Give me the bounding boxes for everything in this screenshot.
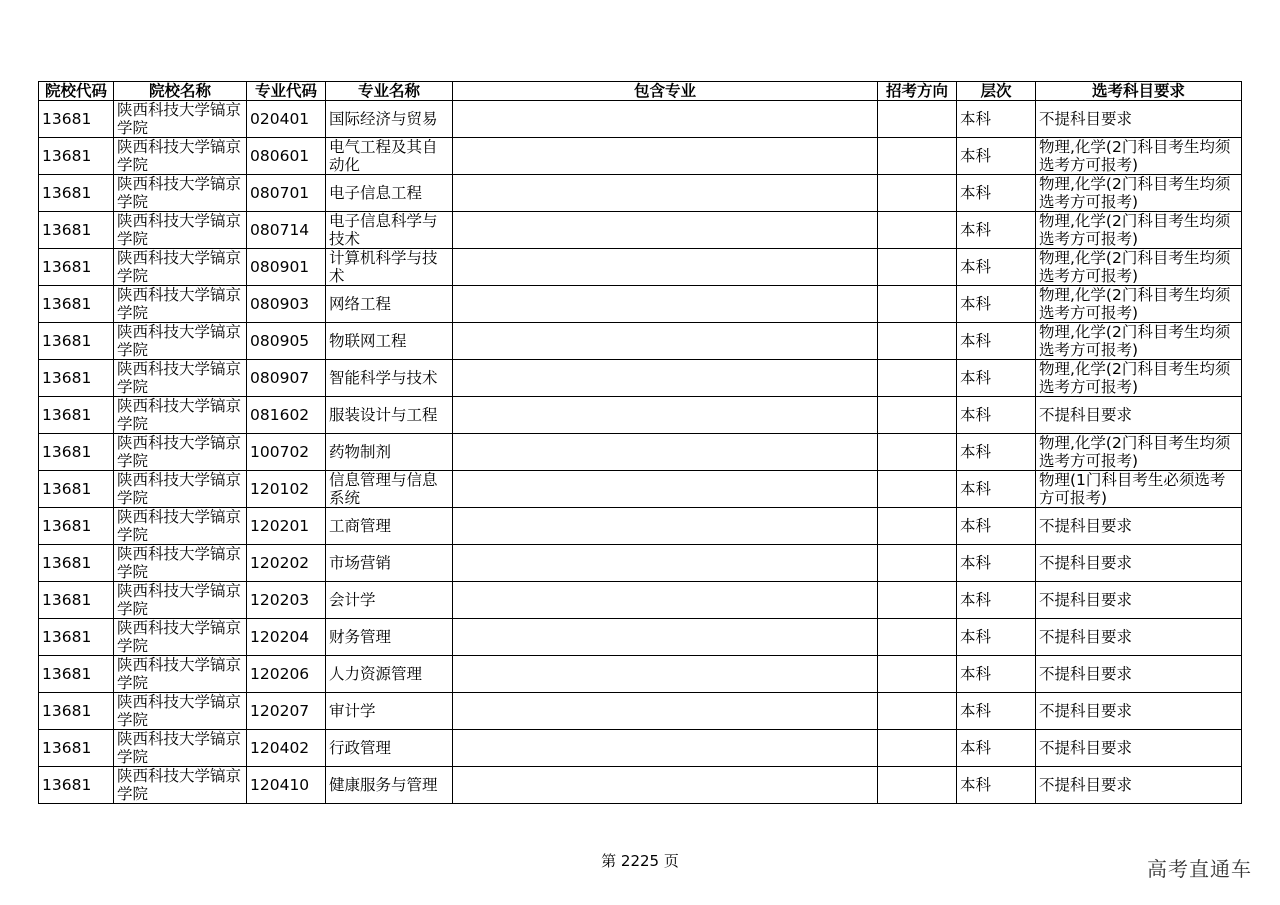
cell-major-code: 120410 <box>247 767 326 804</box>
cell-school-code: 13681 <box>39 249 114 286</box>
cell-direction <box>878 767 957 804</box>
cell-direction <box>878 138 957 175</box>
cell-direction <box>878 360 957 397</box>
table-row <box>39 693 1242 730</box>
cell-school-code: 13681 <box>39 323 114 360</box>
cell-direction <box>878 286 957 323</box>
cell-included-majors <box>453 397 878 434</box>
cell-major-name: 药物制剂 <box>326 434 453 471</box>
cell-direction <box>878 471 957 508</box>
cell-major-name: 市场营销 <box>326 545 453 582</box>
cell-requirement: 物理,化学(2门科目考生均须选考方可报考) <box>1036 249 1242 286</box>
cell-major-code: 080714 <box>247 212 326 249</box>
header-level: 层次 <box>957 82 1036 101</box>
cell-major-name: 计算机科学与技术 <box>326 249 453 286</box>
cell-school-code: 13681 <box>39 360 114 397</box>
cell-requirement: 不提科目要求 <box>1036 730 1242 767</box>
cell-requirement: 不提科目要求 <box>1036 508 1242 545</box>
cell-included-majors <box>453 656 878 693</box>
cell-included-majors <box>453 508 878 545</box>
cell-level: 本科 <box>957 249 1036 286</box>
cell-level: 本科 <box>957 730 1036 767</box>
cell-requirement: 不提科目要求 <box>1036 767 1242 804</box>
table-row <box>39 397 1242 434</box>
cell-school-name: 陕西科技大学镐京学院 <box>114 582 247 619</box>
cell-school-code: 13681 <box>39 138 114 175</box>
cell-included-majors <box>453 619 878 656</box>
cell-level: 本科 <box>957 434 1036 471</box>
cell-direction <box>878 434 957 471</box>
cell-school-name: 陕西科技大学镐京学院 <box>114 434 247 471</box>
table-row <box>39 471 1242 508</box>
cell-major-name: 智能科学与技术 <box>326 360 453 397</box>
table-row <box>39 545 1242 582</box>
cell-major-name: 物联网工程 <box>326 323 453 360</box>
cell-direction <box>878 212 957 249</box>
table-row <box>39 360 1242 397</box>
cell-major-code: 120203 <box>247 582 326 619</box>
cell-direction <box>878 693 957 730</box>
cell-included-majors <box>453 323 878 360</box>
cell-level: 本科 <box>957 656 1036 693</box>
cell-direction <box>878 730 957 767</box>
cell-school-name: 陕西科技大学镐京学院 <box>114 730 247 767</box>
cell-major-name: 工商管理 <box>326 508 453 545</box>
cell-included-majors <box>453 471 878 508</box>
header-major-code: 专业代码 <box>247 82 326 101</box>
cell-major-code: 080601 <box>247 138 326 175</box>
cell-major-name: 信息管理与信息系统 <box>326 471 453 508</box>
cell-requirement: 不提科目要求 <box>1036 619 1242 656</box>
cell-major-code: 120207 <box>247 693 326 730</box>
cell-major-name: 会计学 <box>326 582 453 619</box>
cell-school-code: 13681 <box>39 582 114 619</box>
table-row <box>39 730 1242 767</box>
cell-school-name: 陕西科技大学镐京学院 <box>114 101 247 138</box>
cell-requirement: 物理,化学(2门科目考生均须选考方可报考) <box>1036 434 1242 471</box>
cell-direction <box>878 101 957 138</box>
cell-direction <box>878 175 957 212</box>
cell-school-code: 13681 <box>39 767 114 804</box>
table-row <box>39 434 1242 471</box>
cell-major-name: 人力资源管理 <box>326 656 453 693</box>
cell-school-code: 13681 <box>39 397 114 434</box>
cell-direction <box>878 323 957 360</box>
cell-major-code: 120402 <box>247 730 326 767</box>
page-number: 第 2225 页 <box>601 852 679 870</box>
cell-major-name: 网络工程 <box>326 286 453 323</box>
cell-major-name: 国际经济与贸易 <box>326 101 453 138</box>
cell-requirement: 不提科目要求 <box>1036 693 1242 730</box>
cell-school-name: 陕西科技大学镐京学院 <box>114 249 247 286</box>
header-direction: 招考方向 <box>878 82 957 101</box>
cell-included-majors <box>453 175 878 212</box>
cell-included-majors <box>453 545 878 582</box>
header-requirement: 选考科目要求 <box>1036 82 1242 101</box>
cell-school-name: 陕西科技大学镐京学院 <box>114 656 247 693</box>
cell-requirement: 不提科目要求 <box>1036 101 1242 138</box>
table-row <box>39 249 1242 286</box>
header-school-name: 院校名称 <box>114 82 247 101</box>
cell-requirement: 不提科目要求 <box>1036 397 1242 434</box>
cell-school-code: 13681 <box>39 656 114 693</box>
cell-major-name: 服装设计与工程 <box>326 397 453 434</box>
cell-major-code: 080907 <box>247 360 326 397</box>
cell-included-majors <box>453 360 878 397</box>
cell-direction <box>878 582 957 619</box>
cell-requirement: 物理,化学(2门科目考生均须选考方可报考) <box>1036 175 1242 212</box>
cell-school-name: 陕西科技大学镐京学院 <box>114 138 247 175</box>
cell-included-majors <box>453 434 878 471</box>
cell-school-name: 陕西科技大学镐京学院 <box>114 508 247 545</box>
cell-included-majors <box>453 693 878 730</box>
majors-table <box>38 81 1242 804</box>
cell-direction <box>878 656 957 693</box>
cell-level: 本科 <box>957 767 1036 804</box>
cell-major-code: 120201 <box>247 508 326 545</box>
cell-requirement: 物理,化学(2门科目考生均须选考方可报考) <box>1036 323 1242 360</box>
cell-major-code: 100702 <box>247 434 326 471</box>
cell-included-majors <box>453 249 878 286</box>
cell-major-name: 电气工程及其自动化 <box>326 138 453 175</box>
cell-school-name: 陕西科技大学镐京学院 <box>114 545 247 582</box>
cell-school-code: 13681 <box>39 101 114 138</box>
cell-included-majors <box>453 582 878 619</box>
cell-major-name: 电子信息工程 <box>326 175 453 212</box>
cell-level: 本科 <box>957 286 1036 323</box>
cell-level: 本科 <box>957 471 1036 508</box>
cell-major-code: 080701 <box>247 175 326 212</box>
table-row <box>39 286 1242 323</box>
cell-school-name: 陕西科技大学镐京学院 <box>114 175 247 212</box>
cell-major-code: 081602 <box>247 397 326 434</box>
cell-major-code: 080903 <box>247 286 326 323</box>
cell-major-code: 080901 <box>247 249 326 286</box>
cell-level: 本科 <box>957 545 1036 582</box>
cell-included-majors <box>453 730 878 767</box>
cell-level: 本科 <box>957 101 1036 138</box>
header-included-majors: 包含专业 <box>453 82 878 101</box>
cell-school-code: 13681 <box>39 471 114 508</box>
cell-level: 本科 <box>957 619 1036 656</box>
cell-major-code: 120102 <box>247 471 326 508</box>
header-major-name: 专业名称 <box>326 82 453 101</box>
cell-school-name: 陕西科技大学镐京学院 <box>114 619 247 656</box>
cell-school-name: 陕西科技大学镐京学院 <box>114 397 247 434</box>
header-school-code: 院校代码 <box>39 82 114 101</box>
cell-included-majors <box>453 138 878 175</box>
cell-level: 本科 <box>957 508 1036 545</box>
cell-direction <box>878 545 957 582</box>
table-row <box>39 175 1242 212</box>
cell-school-name: 陕西科技大学镐京学院 <box>114 323 247 360</box>
table-row <box>39 582 1242 619</box>
cell-major-code: 020401 <box>247 101 326 138</box>
cell-school-code: 13681 <box>39 545 114 582</box>
cell-major-code: 080905 <box>247 323 326 360</box>
table-row <box>39 101 1242 138</box>
cell-level: 本科 <box>957 360 1036 397</box>
cell-school-name: 陕西科技大学镐京学院 <box>114 286 247 323</box>
cell-level: 本科 <box>957 693 1036 730</box>
cell-school-code: 13681 <box>39 730 114 767</box>
table-body <box>39 101 1242 804</box>
cell-school-code: 13681 <box>39 693 114 730</box>
cell-direction <box>878 397 957 434</box>
cell-school-code: 13681 <box>39 508 114 545</box>
table-header-row <box>39 82 1242 101</box>
cell-level: 本科 <box>957 212 1036 249</box>
cell-major-name: 电子信息科学与技术 <box>326 212 453 249</box>
cell-school-code: 13681 <box>39 619 114 656</box>
cell-level: 本科 <box>957 582 1036 619</box>
cell-included-majors <box>453 767 878 804</box>
cell-school-code: 13681 <box>39 212 114 249</box>
cell-level: 本科 <box>957 175 1036 212</box>
cell-school-code: 13681 <box>39 175 114 212</box>
cell-school-name: 陕西科技大学镐京学院 <box>114 471 247 508</box>
cell-direction <box>878 249 957 286</box>
cell-school-name: 陕西科技大学镐京学院 <box>114 693 247 730</box>
watermark: 高考直通车 <box>1147 857 1252 881</box>
cell-major-name: 健康服务与管理 <box>326 767 453 804</box>
cell-level: 本科 <box>957 138 1036 175</box>
table-row <box>39 619 1242 656</box>
table-row <box>39 767 1242 804</box>
cell-major-code: 120202 <box>247 545 326 582</box>
cell-requirement: 物理,化学(2门科目考生均须选考方可报考) <box>1036 212 1242 249</box>
table-row <box>39 138 1242 175</box>
cell-school-code: 13681 <box>39 434 114 471</box>
cell-requirement: 物理(1门科目考生必须选考方可报考) <box>1036 471 1242 508</box>
table-row <box>39 212 1242 249</box>
cell-level: 本科 <box>957 397 1036 434</box>
cell-school-name: 陕西科技大学镐京学院 <box>114 767 247 804</box>
cell-major-code: 120204 <box>247 619 326 656</box>
cell-requirement: 物理,化学(2门科目考生均须选考方可报考) <box>1036 138 1242 175</box>
cell-direction <box>878 619 957 656</box>
cell-included-majors <box>453 286 878 323</box>
cell-included-majors <box>453 212 878 249</box>
cell-school-code: 13681 <box>39 286 114 323</box>
table-row <box>39 656 1242 693</box>
cell-requirement: 不提科目要求 <box>1036 656 1242 693</box>
cell-school-name: 陕西科技大学镐京学院 <box>114 212 247 249</box>
cell-major-name: 审计学 <box>326 693 453 730</box>
cell-direction <box>878 508 957 545</box>
table-row <box>39 323 1242 360</box>
cell-major-code: 120206 <box>247 656 326 693</box>
cell-major-name: 财务管理 <box>326 619 453 656</box>
cell-requirement: 不提科目要求 <box>1036 545 1242 582</box>
table-row <box>39 508 1242 545</box>
cell-requirement: 物理,化学(2门科目考生均须选考方可报考) <box>1036 286 1242 323</box>
cell-level: 本科 <box>957 323 1036 360</box>
cell-school-name: 陕西科技大学镐京学院 <box>114 360 247 397</box>
cell-requirement: 物理,化学(2门科目考生均须选考方可报考) <box>1036 360 1242 397</box>
cell-major-name: 行政管理 <box>326 730 453 767</box>
cell-requirement: 不提科目要求 <box>1036 582 1242 619</box>
cell-included-majors <box>453 101 878 138</box>
